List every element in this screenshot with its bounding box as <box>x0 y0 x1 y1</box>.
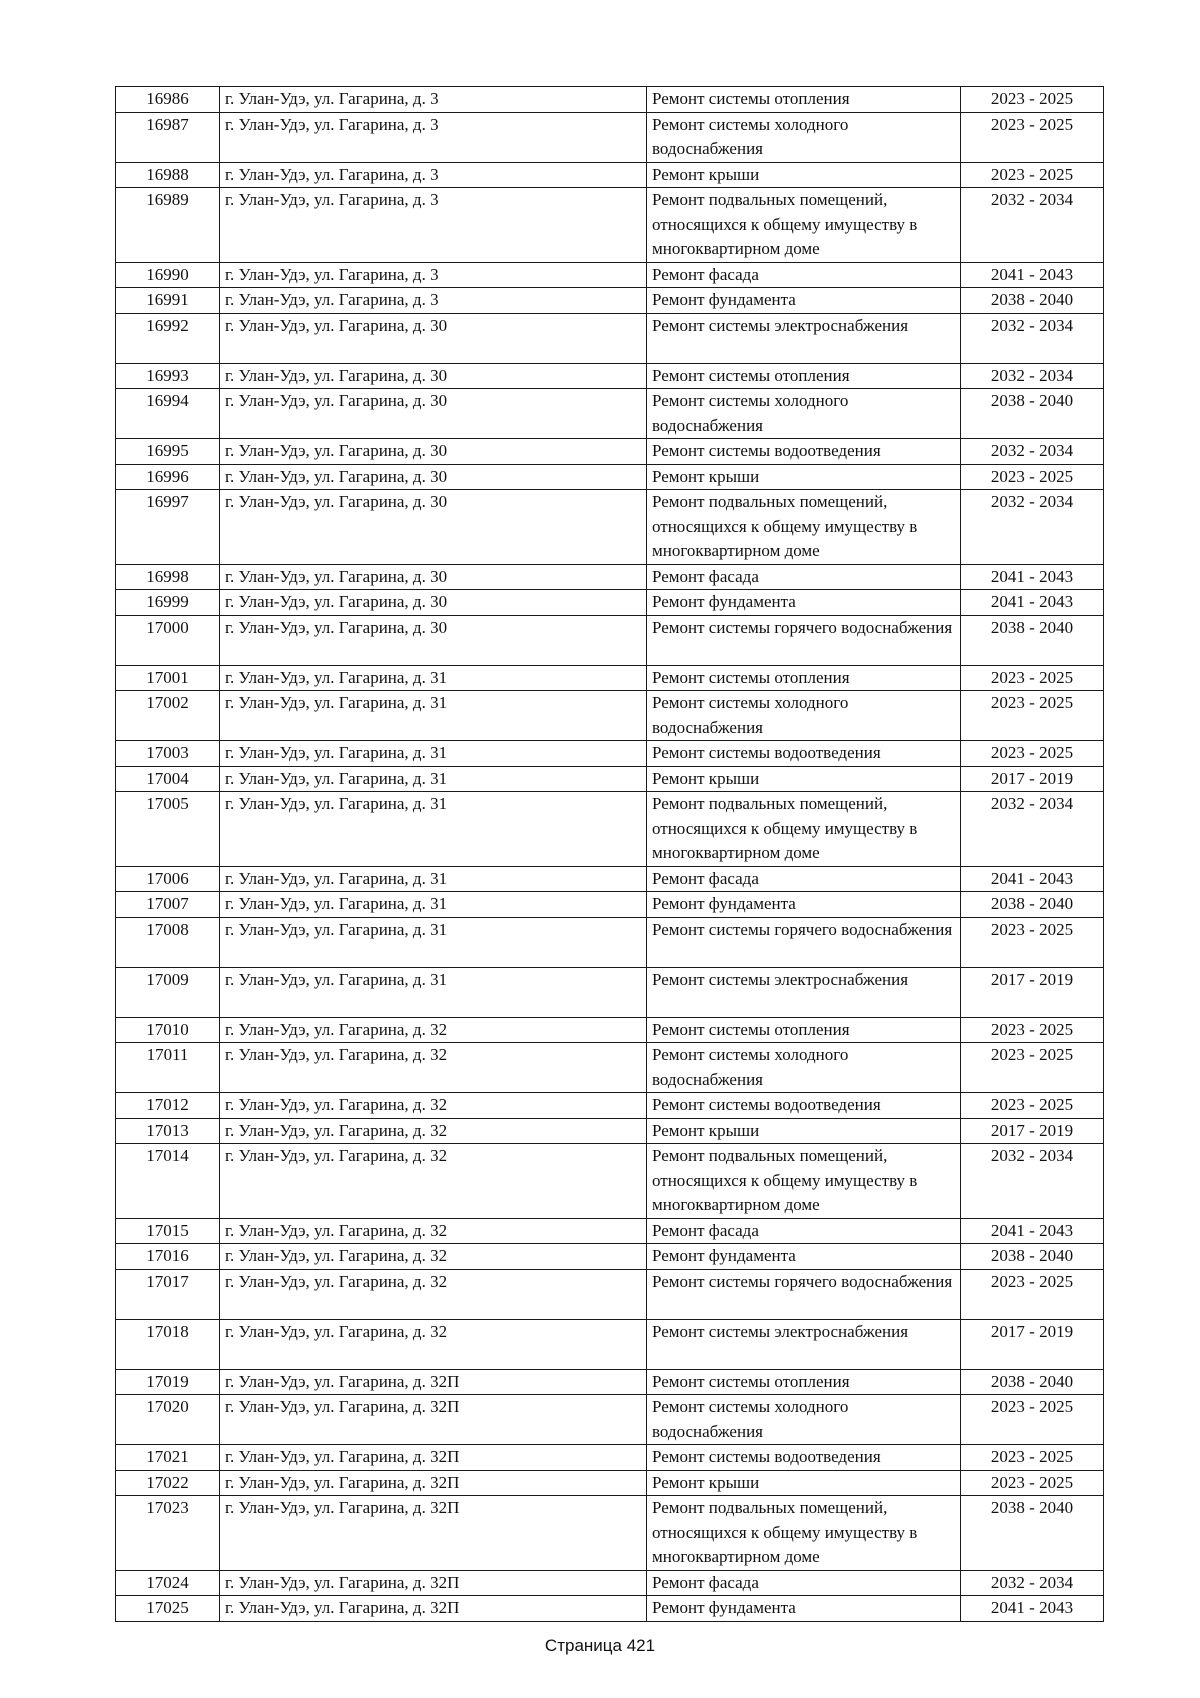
row-number: 17008 <box>116 917 220 967</box>
table-row <box>116 741 1104 767</box>
row-work-type: Ремонт крыши <box>647 1470 961 1496</box>
row-work-type: Ремонт системы холодного водоснабжения <box>647 389 961 439</box>
row-period: 2023 - 2025 <box>961 741 1104 767</box>
row-address: г. Улан-Удэ, ул. Гагарина, д. 31 <box>220 741 647 767</box>
row-work-type: Ремонт системы горячего водоснабжения <box>647 1269 961 1319</box>
row-address: г. Улан-Удэ, ул. Гагарина, д. 30 <box>220 313 647 363</box>
table-row <box>116 1470 1104 1496</box>
table-row <box>116 1118 1104 1144</box>
row-number: 17022 <box>116 1470 220 1496</box>
row-work-type: Ремонт фундамента <box>647 1596 961 1622</box>
row-work-type: Ремонт системы электроснабжения <box>647 1319 961 1369</box>
row-period: 2038 - 2040 <box>961 288 1104 314</box>
row-number: 17002 <box>116 691 220 741</box>
table-row <box>116 313 1104 363</box>
row-work-type: Ремонт фундамента <box>647 1244 961 1270</box>
row-number: 17021 <box>116 1445 220 1471</box>
row-work-type: Ремонт системы электроснабжения <box>647 967 961 1017</box>
table-row <box>116 1570 1104 1596</box>
table-row <box>116 1017 1104 1043</box>
table-row <box>116 1319 1104 1369</box>
row-address: г. Улан-Удэ, ул. Гагарина, д. 31 <box>220 892 647 918</box>
table-row <box>116 188 1104 263</box>
row-period: 2017 - 2019 <box>961 1118 1104 1144</box>
row-number: 17017 <box>116 1269 220 1319</box>
row-number: 17013 <box>116 1118 220 1144</box>
row-address: г. Улан-Удэ, ул. Гагарина, д. 31 <box>220 665 647 691</box>
table-row <box>116 691 1104 741</box>
row-period: 2017 - 2019 <box>961 967 1104 1017</box>
row-address: г. Улан-Удэ, ул. Гагарина, д. 31 <box>220 967 647 1017</box>
repair-schedule-table <box>115 86 1104 1622</box>
table-row <box>116 766 1104 792</box>
row-period: 2032 - 2034 <box>961 313 1104 363</box>
row-number: 16987 <box>116 112 220 162</box>
row-work-type: Ремонт крыши <box>647 464 961 490</box>
row-period: 2038 - 2040 <box>961 892 1104 918</box>
row-period: 2023 - 2025 <box>961 1445 1104 1471</box>
row-address: г. Улан-Удэ, ул. Гагарина, д. 32П <box>220 1570 647 1596</box>
row-address: г. Улан-Удэ, ул. Гагарина, д. 32П <box>220 1596 647 1622</box>
table-row <box>116 1218 1104 1244</box>
row-period: 2032 - 2034 <box>961 363 1104 389</box>
row-number: 17015 <box>116 1218 220 1244</box>
row-work-type: Ремонт фасада <box>647 1218 961 1244</box>
row-number: 17025 <box>116 1596 220 1622</box>
row-address: г. Улан-Удэ, ул. Гагарина, д. 32 <box>220 1017 647 1043</box>
row-period: 2023 - 2025 <box>961 917 1104 967</box>
row-period: 2032 - 2034 <box>961 792 1104 867</box>
row-work-type: Ремонт системы горячего водоснабжения <box>647 615 961 665</box>
row-work-type: Ремонт фундамента <box>647 892 961 918</box>
table-row <box>116 1043 1104 1093</box>
row-work-type: Ремонт подвальных помещений, относящихся к общему имуществу в многоквартирном доме <box>647 188 961 263</box>
table-row <box>116 792 1104 867</box>
row-address: г. Улан-Удэ, ул. Гагарина, д. 3 <box>220 288 647 314</box>
row-address: г. Улан-Удэ, ул. Гагарина, д. 30 <box>220 464 647 490</box>
row-period: 2023 - 2025 <box>961 1043 1104 1093</box>
row-work-type: Ремонт фасада <box>647 1570 961 1596</box>
row-period: 2023 - 2025 <box>961 464 1104 490</box>
row-work-type: Ремонт системы отопления <box>647 1369 961 1395</box>
table-row <box>116 112 1104 162</box>
table-row <box>116 288 1104 314</box>
table-row <box>116 615 1104 665</box>
row-period: 2038 - 2040 <box>961 389 1104 439</box>
table-row <box>116 1496 1104 1571</box>
row-work-type: Ремонт подвальных помещений, относящихся к общему имуществу в многоквартирном доме <box>647 490 961 565</box>
table-row <box>116 439 1104 465</box>
row-address: г. Улан-Удэ, ул. Гагарина, д. 32П <box>220 1369 647 1395</box>
row-number: 17000 <box>116 615 220 665</box>
row-number: 16999 <box>116 590 220 616</box>
row-address: г. Улан-Удэ, ул. Гагарина, д. 32 <box>220 1093 647 1119</box>
row-address: г. Улан-Удэ, ул. Гагарина, д. 3 <box>220 262 647 288</box>
row-number: 16997 <box>116 490 220 565</box>
row-work-type: Ремонт подвальных помещений, относящихся к общему имуществу в многоквартирном доме <box>647 1496 961 1571</box>
row-period: 2023 - 2025 <box>961 87 1104 113</box>
row-address: г. Улан-Удэ, ул. Гагарина, д. 30 <box>220 363 647 389</box>
table-row <box>116 389 1104 439</box>
row-address: г. Улан-Удэ, ул. Гагарина, д. 3 <box>220 112 647 162</box>
row-work-type: Ремонт системы водоотведения <box>647 1093 961 1119</box>
row-address: г. Улан-Удэ, ул. Гагарина, д. 30 <box>220 439 647 465</box>
row-work-type: Ремонт подвальных помещений, относящихся к общему имуществу в многоквартирном доме <box>647 1144 961 1219</box>
table-row <box>116 967 1104 1017</box>
row-work-type: Ремонт системы отопления <box>647 1017 961 1043</box>
row-work-type: Ремонт системы водоотведения <box>647 741 961 767</box>
table-row <box>116 262 1104 288</box>
row-work-type: Ремонт фундамента <box>647 288 961 314</box>
table-row <box>116 87 1104 113</box>
row-number: 17020 <box>116 1395 220 1445</box>
row-work-type: Ремонт системы горячего водоснабжения <box>647 917 961 967</box>
row-address: г. Улан-Удэ, ул. Гагарина, д. 31 <box>220 691 647 741</box>
row-work-type: Ремонт фасада <box>647 866 961 892</box>
table-row <box>116 1596 1104 1622</box>
row-address: г. Улан-Удэ, ул. Гагарина, д. 30 <box>220 590 647 616</box>
row-number: 17007 <box>116 892 220 918</box>
row-address: г. Улан-Удэ, ул. Гагарина, д. 31 <box>220 766 647 792</box>
row-number: 16991 <box>116 288 220 314</box>
row-number: 17005 <box>116 792 220 867</box>
row-period: 2023 - 2025 <box>961 691 1104 741</box>
row-work-type: Ремонт крыши <box>647 1118 961 1144</box>
row-period: 2032 - 2034 <box>961 188 1104 263</box>
row-number: 16989 <box>116 188 220 263</box>
row-work-type: Ремонт подвальных помещений, относящихся к общему имуществу в многоквартирном доме <box>647 792 961 867</box>
row-address: г. Улан-Удэ, ул. Гагарина, д. 3 <box>220 87 647 113</box>
row-period: 2041 - 2043 <box>961 564 1104 590</box>
row-period: 2023 - 2025 <box>961 1093 1104 1119</box>
row-period: 2032 - 2034 <box>961 490 1104 565</box>
row-number: 17011 <box>116 1043 220 1093</box>
row-number: 17009 <box>116 967 220 1017</box>
row-number: 16992 <box>116 313 220 363</box>
row-period: 2041 - 2043 <box>961 1218 1104 1244</box>
table-row <box>116 464 1104 490</box>
row-address: г. Улан-Удэ, ул. Гагарина, д. 3 <box>220 162 647 188</box>
row-address: г. Улан-Удэ, ул. Гагарина, д. 31 <box>220 917 647 967</box>
row-period: 2032 - 2034 <box>961 1570 1104 1596</box>
row-number: 17019 <box>116 1369 220 1395</box>
row-period: 2023 - 2025 <box>961 1269 1104 1319</box>
row-number: 17004 <box>116 766 220 792</box>
row-work-type: Ремонт крыши <box>647 162 961 188</box>
row-number: 16986 <box>116 87 220 113</box>
row-period: 2023 - 2025 <box>961 162 1104 188</box>
row-number: 17001 <box>116 665 220 691</box>
row-work-type: Ремонт системы холодного водоснабжения <box>647 1395 961 1445</box>
row-address: г. Улан-Удэ, ул. Гагарина, д. 30 <box>220 389 647 439</box>
row-number: 17006 <box>116 866 220 892</box>
row-number: 17018 <box>116 1319 220 1369</box>
row-address: г. Улан-Удэ, ул. Гагарина, д. 32 <box>220 1319 647 1369</box>
row-period: 2032 - 2034 <box>961 1144 1104 1219</box>
row-period: 2017 - 2019 <box>961 766 1104 792</box>
row-number: 16990 <box>116 262 220 288</box>
row-period: 2041 - 2043 <box>961 590 1104 616</box>
row-number: 16995 <box>116 439 220 465</box>
row-work-type: Ремонт системы водоотведения <box>647 439 961 465</box>
row-work-type: Ремонт системы холодного водоснабжения <box>647 691 961 741</box>
row-work-type: Ремонт системы отопления <box>647 665 961 691</box>
table-row <box>116 590 1104 616</box>
row-period: 2038 - 2040 <box>961 1496 1104 1571</box>
table-row <box>116 866 1104 892</box>
row-period: 2023 - 2025 <box>961 1395 1104 1445</box>
row-number: 17010 <box>116 1017 220 1043</box>
table-row <box>116 564 1104 590</box>
row-period: 2041 - 2043 <box>961 262 1104 288</box>
table-row <box>116 892 1104 918</box>
row-address: г. Улан-Удэ, ул. Гагарина, д. 32 <box>220 1244 647 1270</box>
row-address: г. Улан-Удэ, ул. Гагарина, д. 30 <box>220 615 647 665</box>
row-work-type: Ремонт системы холодного водоснабжения <box>647 112 961 162</box>
table-row <box>116 1244 1104 1270</box>
row-address: г. Улан-Удэ, ул. Гагарина, д. 30 <box>220 490 647 565</box>
row-number: 17024 <box>116 1570 220 1596</box>
row-period: 2041 - 2043 <box>961 866 1104 892</box>
row-address: г. Улан-Удэ, ул. Гагарина, д. 32 <box>220 1043 647 1093</box>
row-number: 16988 <box>116 162 220 188</box>
table-row <box>116 1093 1104 1119</box>
row-period: 2041 - 2043 <box>961 1596 1104 1622</box>
row-work-type: Ремонт фундамента <box>647 590 961 616</box>
table-row <box>116 1144 1104 1219</box>
row-work-type: Ремонт фасада <box>647 564 961 590</box>
row-period: 2023 - 2025 <box>961 665 1104 691</box>
row-number: 17023 <box>116 1496 220 1571</box>
row-address: г. Улан-Удэ, ул. Гагарина, д. 3 <box>220 188 647 263</box>
table-row <box>116 490 1104 565</box>
row-address: г. Улан-Удэ, ул. Гагарина, д. 32П <box>220 1445 647 1471</box>
row-period: 2023 - 2025 <box>961 1470 1104 1496</box>
table-row <box>116 917 1104 967</box>
row-address: г. Улан-Удэ, ул. Гагарина, д. 32 <box>220 1118 647 1144</box>
table-row <box>116 1369 1104 1395</box>
row-number: 17014 <box>116 1144 220 1219</box>
row-address: г. Улан-Удэ, ул. Гагарина, д. 32П <box>220 1395 647 1445</box>
row-number: 16993 <box>116 363 220 389</box>
row-period: 2023 - 2025 <box>961 112 1104 162</box>
row-number: 17012 <box>116 1093 220 1119</box>
row-number: 17016 <box>116 1244 220 1270</box>
row-work-type: Ремонт фасада <box>647 262 961 288</box>
row-address: г. Улан-Удэ, ул. Гагарина, д. 32 <box>220 1269 647 1319</box>
row-address: г. Улан-Удэ, ул. Гагарина, д. 32 <box>220 1144 647 1219</box>
row-period: 2032 - 2034 <box>961 439 1104 465</box>
table-body <box>116 87 1104 1622</box>
row-work-type: Ремонт системы отопления <box>647 87 961 113</box>
row-period: 2038 - 2040 <box>961 615 1104 665</box>
table-row <box>116 162 1104 188</box>
row-period: 2038 - 2040 <box>961 1369 1104 1395</box>
table-row <box>116 1395 1104 1445</box>
row-work-type: Ремонт системы водоотведения <box>647 1445 961 1471</box>
row-work-type: Ремонт системы электроснабжения <box>647 313 961 363</box>
row-work-type: Ремонт крыши <box>647 766 961 792</box>
table-row <box>116 1445 1104 1471</box>
table-row <box>116 1269 1104 1319</box>
row-address: г. Улан-Удэ, ул. Гагарина, д. 30 <box>220 564 647 590</box>
table-row <box>116 665 1104 691</box>
row-number: 17003 <box>116 741 220 767</box>
row-period: 2017 - 2019 <box>961 1319 1104 1369</box>
row-number: 16998 <box>116 564 220 590</box>
page-number: Страница 421 <box>544 1636 656 1655</box>
row-period: 2038 - 2040 <box>961 1244 1104 1270</box>
row-number: 16994 <box>116 389 220 439</box>
row-work-type: Ремонт системы холодного водоснабжения <box>647 1043 961 1093</box>
row-period: 2023 - 2025 <box>961 1017 1104 1043</box>
row-address: г. Улан-Удэ, ул. Гагарина, д. 32 <box>220 1218 647 1244</box>
row-address: г. Улан-Удэ, ул. Гагарина, д. 31 <box>220 866 647 892</box>
row-work-type: Ремонт системы отопления <box>647 363 961 389</box>
table-row <box>116 363 1104 389</box>
row-address: г. Улан-Удэ, ул. Гагарина, д. 32П <box>220 1470 647 1496</box>
row-address: г. Улан-Удэ, ул. Гагарина, д. 31 <box>220 792 647 867</box>
row-number: 16996 <box>116 464 220 490</box>
row-address: г. Улан-Удэ, ул. Гагарина, д. 32П <box>220 1496 647 1571</box>
